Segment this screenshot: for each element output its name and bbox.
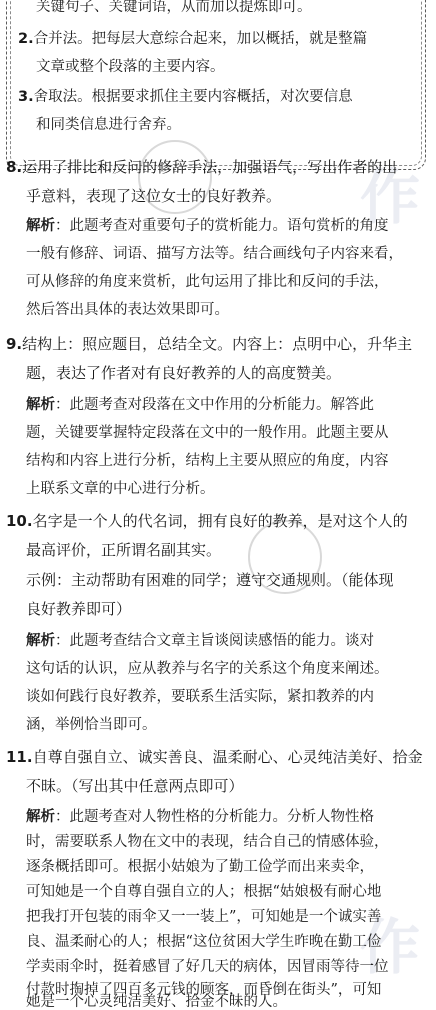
analysis-label: 解析 (26, 809, 55, 825)
analysis-text: 此题考查对人物性格的分析能力。分析人物性格 (69, 809, 374, 825)
analysis-text: 她是一个心灵纯洁美好、拾金不昧的人。 (26, 994, 287, 1010)
question-number: 10. (6, 512, 33, 530)
analysis-text: 结构和内容上进行分析，结构上主要从照应的角度，内容 (26, 453, 389, 469)
analysis-text: 题，关键要掌握特定段落在文中的一般作用。此题主要从 (26, 425, 389, 441)
watermark-glyph-icon: 作 (360, 913, 420, 983)
analysis-label: 解析 (26, 633, 55, 649)
question-number: 11. (6, 748, 33, 766)
analysis-text: 然后答出具体的表达效果即可。 (26, 302, 229, 318)
analysis-text: 良、温柔耐心的人；根据“这位贫困大学生昨晚在勤工俭 (26, 934, 382, 950)
tips-method-text: 把每层大意综合起来，加以概括，就是整篇 (91, 31, 368, 47)
answer-text: 结构上：照应题目，总结全文。内容上：点明中心，升华主 (22, 335, 413, 353)
analysis-text: 可从修辞的角度来赏析，此句运用了排比和反问的手法， (26, 274, 389, 290)
example-text: 良好教养即可） (26, 600, 132, 618)
q11-answer (6, 744, 423, 770)
tips-method-3 (18, 84, 353, 110)
q8-answer (6, 154, 397, 180)
analysis-text: 付款时掏掉了四百多元钱的顾客，而昏倒在街头”，可知 (26, 982, 382, 998)
analysis-label: 解析 (26, 397, 55, 413)
analysis-text: 可知她是一个自尊自强自立的人；根据“姑娘极有耐心地 (26, 884, 382, 900)
example-text: 示例：主动帮助有困难的同学；遵守交通规则。（能体现 (26, 571, 394, 589)
tips-method-text: 根据要求抓住主要内容概括，对次要信息 (91, 89, 353, 105)
q9-answer (6, 331, 412, 357)
q9-analysis (26, 392, 374, 418)
tips-method-name: 合并法。 (33, 31, 92, 47)
q10-analysis (26, 628, 374, 654)
analysis-text: 此题考查对段落在文中作用的分析能力。解答此 (69, 397, 374, 413)
analysis-text: 此题考查对重要句子的赏析能力。语句赏析的角度 (69, 218, 389, 234)
answer-text: 最高评价，正所谓名副其实。 (26, 541, 222, 559)
tips-method-number: 2. (18, 31, 34, 47)
analysis-colon: ： (55, 397, 70, 413)
answer-text: 不昧。（写出其中任意两点即可） (26, 777, 244, 795)
watermark-glyph-icon: 作 (360, 163, 420, 233)
analysis-colon: ： (55, 809, 70, 825)
answer-text: 运用了排比和反问的修辞手法，加强语气，写出作者的出 (22, 158, 398, 176)
tips-method-number: 3. (18, 89, 34, 105)
analysis-text: 这句话的认识，应从教养与名字的关系这个角度来阐述。 (26, 661, 389, 677)
answer-text: 名字是一个人的代名词，拥有良好的教养，是对这个人的 (32, 512, 408, 530)
analysis-text: 学卖雨伞时，挺着感冒了好几天的病体，因冒雨等待一位 (26, 959, 389, 975)
tips-line: 关键句子、关键词语，从而加以提炼即可。 (36, 0, 312, 15)
analysis-text: 谈如何践行良好教养，要联系生活实际，紧扣教养的内 (26, 689, 374, 705)
tips-method-name: 舍取法。 (33, 89, 92, 105)
analysis-colon: ： (55, 633, 70, 649)
tips-method-2 (18, 26, 367, 52)
answer-text: 自尊自强自立、诚实善良、温柔耐心、心灵纯洁美好、拾金 (32, 748, 423, 766)
tips-line: 和同类信息进行舍弃。 (36, 117, 181, 133)
analysis-text: 涵，举例恰当即可。 (26, 717, 157, 733)
analysis-text: 时，需要联系人物在文中的表现，结合自己的情感体验， (26, 834, 389, 850)
analysis-text: 上联系文章的中心进行分析。 (26, 481, 215, 497)
answer-text: 题，表达了作者对有良好教养的人的高度赞美。 (26, 364, 342, 382)
tips-line: 文章或整个段落的主要内容。 (36, 59, 225, 75)
q10-answer (6, 508, 408, 534)
q8-analysis (26, 213, 389, 239)
question-number: 9. (6, 335, 23, 353)
analysis-colon: ： (55, 218, 70, 234)
analysis-text: 逐条概括即可。根据小姑娘为了勤工俭学而出来卖伞， (26, 859, 374, 875)
analysis-label: 解析 (26, 218, 55, 234)
answer-text: 乎意料，表现了这位女士的良好教养。 (26, 187, 282, 205)
question-number: 8. (6, 158, 23, 176)
analysis-text: 把我打开包装的雨伞又一一装上”，可知她是一个诚实善 (26, 909, 382, 925)
q11-analysis (26, 804, 374, 830)
analysis-text: 一般有修辞、词语、描写方法等。结合画线句子内容来看， (26, 246, 403, 262)
analysis-text: 此题考查结合文章主旨谈阅读感悟的能力。谈对 (69, 633, 374, 649)
